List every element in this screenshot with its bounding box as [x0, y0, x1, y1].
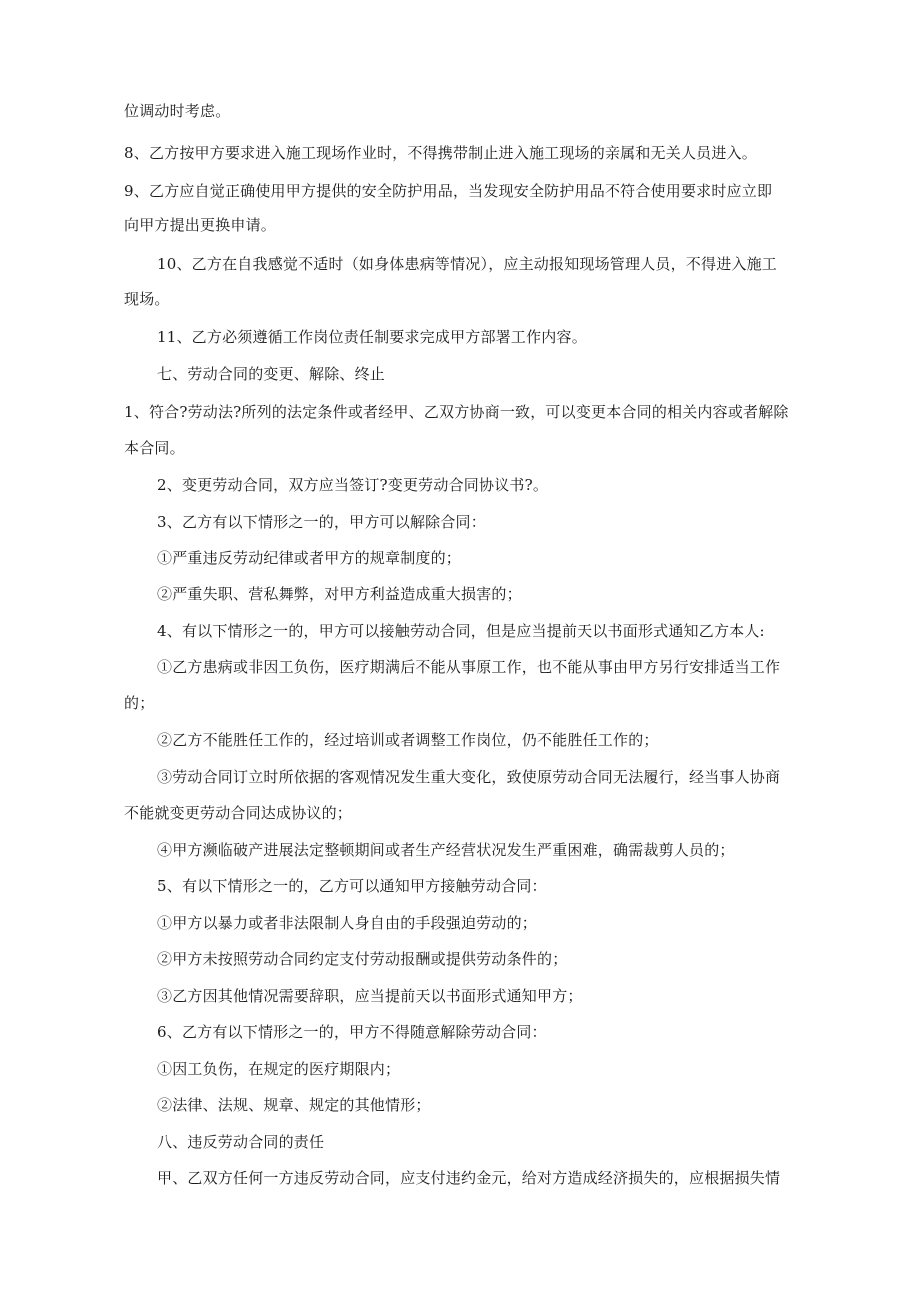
text-line: 3、乙方有以下情形之一的，甲方可以解除合同：: [157, 513, 486, 531]
section-heading: 七、劳动合同的变更、解除、终止: [157, 365, 386, 383]
text-line: 位调动时考虑。: [124, 102, 231, 120]
text-line: 1、符合?劳动法?所列的法定条件或者经甲、乙双方协商一致，可以变更本合同的相关内容或者解除: [124, 403, 789, 421]
text-line: 现场。: [124, 290, 170, 308]
text-line: 8、乙方按甲方要求进入施工现场作业时，不得携带制止进入施工现场的亲属和无关人员进入。: [124, 144, 757, 162]
text-line: ④甲方濒临破产进展法定整顿期间或者生产经营状况发生严重困难，确需裁剪人员的；: [157, 841, 735, 859]
text-line: ②甲方未按照劳动合同约定支付劳动报酬或提供劳动条件的；: [157, 950, 568, 968]
text-line: 2、变更劳动合同，双方应当签订?变更劳动合同协议书?。: [157, 476, 549, 494]
text-line: ①乙方患病或非因工负伤，医疗期满后不能从事原工作，也不能从事由甲方另行安排适当工作: [157, 658, 781, 676]
text-line: ②乙方不能胜任工作的，经过培训或者调整工作岗位，仍不能胜任工作的；: [157, 731, 659, 749]
text-line: ①甲方以暴力或者非法限制人身自由的手段强迫劳动的；: [157, 914, 538, 932]
text-line: 11、乙方必须遵循工作岗位责任制要求完成甲方部署工作内容。: [157, 328, 587, 346]
section-heading: 八、违反劳动合同的责任: [157, 1133, 325, 1151]
text-line: ①严重违反劳动纪律或者甲方的规章制度的；: [157, 549, 462, 567]
text-line: 5、有以下情形之一的，乙方可以通知甲方接触劳动合同：: [157, 877, 547, 895]
text-line: 本合同。: [124, 439, 185, 457]
text-line: ①因工负伤，在规定的医疗期限内；: [157, 1060, 401, 1078]
text-line: ③劳动合同订立时所依据的客观情况发生重大变化，致使原劳动合同无法履行，经当事人协商: [157, 768, 781, 786]
text-line: 的；: [124, 694, 155, 712]
text-line: 不能就变更劳动合同达成协议的；: [124, 804, 353, 822]
text-line: 向甲方提出更换申请。: [124, 216, 277, 234]
text-line: ②严重失职、营私舞弊，对甲方利益造成重大损害的；: [157, 585, 522, 603]
text-line: 10、乙方在自我感觉不适时（如身体患病等情况），应主动报知现场管理人员，不得进入施工: [157, 255, 777, 273]
text-line: ③乙方因其他情况需要辞职，应当提前天以书面形式通知甲方；: [157, 987, 583, 1005]
text-line: 甲、乙双方任何一方违反劳动合同，应支付违约金元，给对方造成经济损失的，应根据损失情: [157, 1169, 781, 1187]
text-line: ②法律、法规、规章、规定的其他情形；: [157, 1096, 431, 1114]
text-line: 6、乙方有以下情形之一的，甲方不得随意解除劳动合同：: [157, 1023, 547, 1041]
text-line: 9、乙方应自觉正确使用甲方提供的安全防护用品，当发现安全防护用品不符合使用要求时应立即: [124, 182, 773, 200]
text-line: 4、有以下情形之一的，甲方可以接触劳动合同，但是应当提前天以书面形式通知乙方本人:: [157, 622, 765, 640]
